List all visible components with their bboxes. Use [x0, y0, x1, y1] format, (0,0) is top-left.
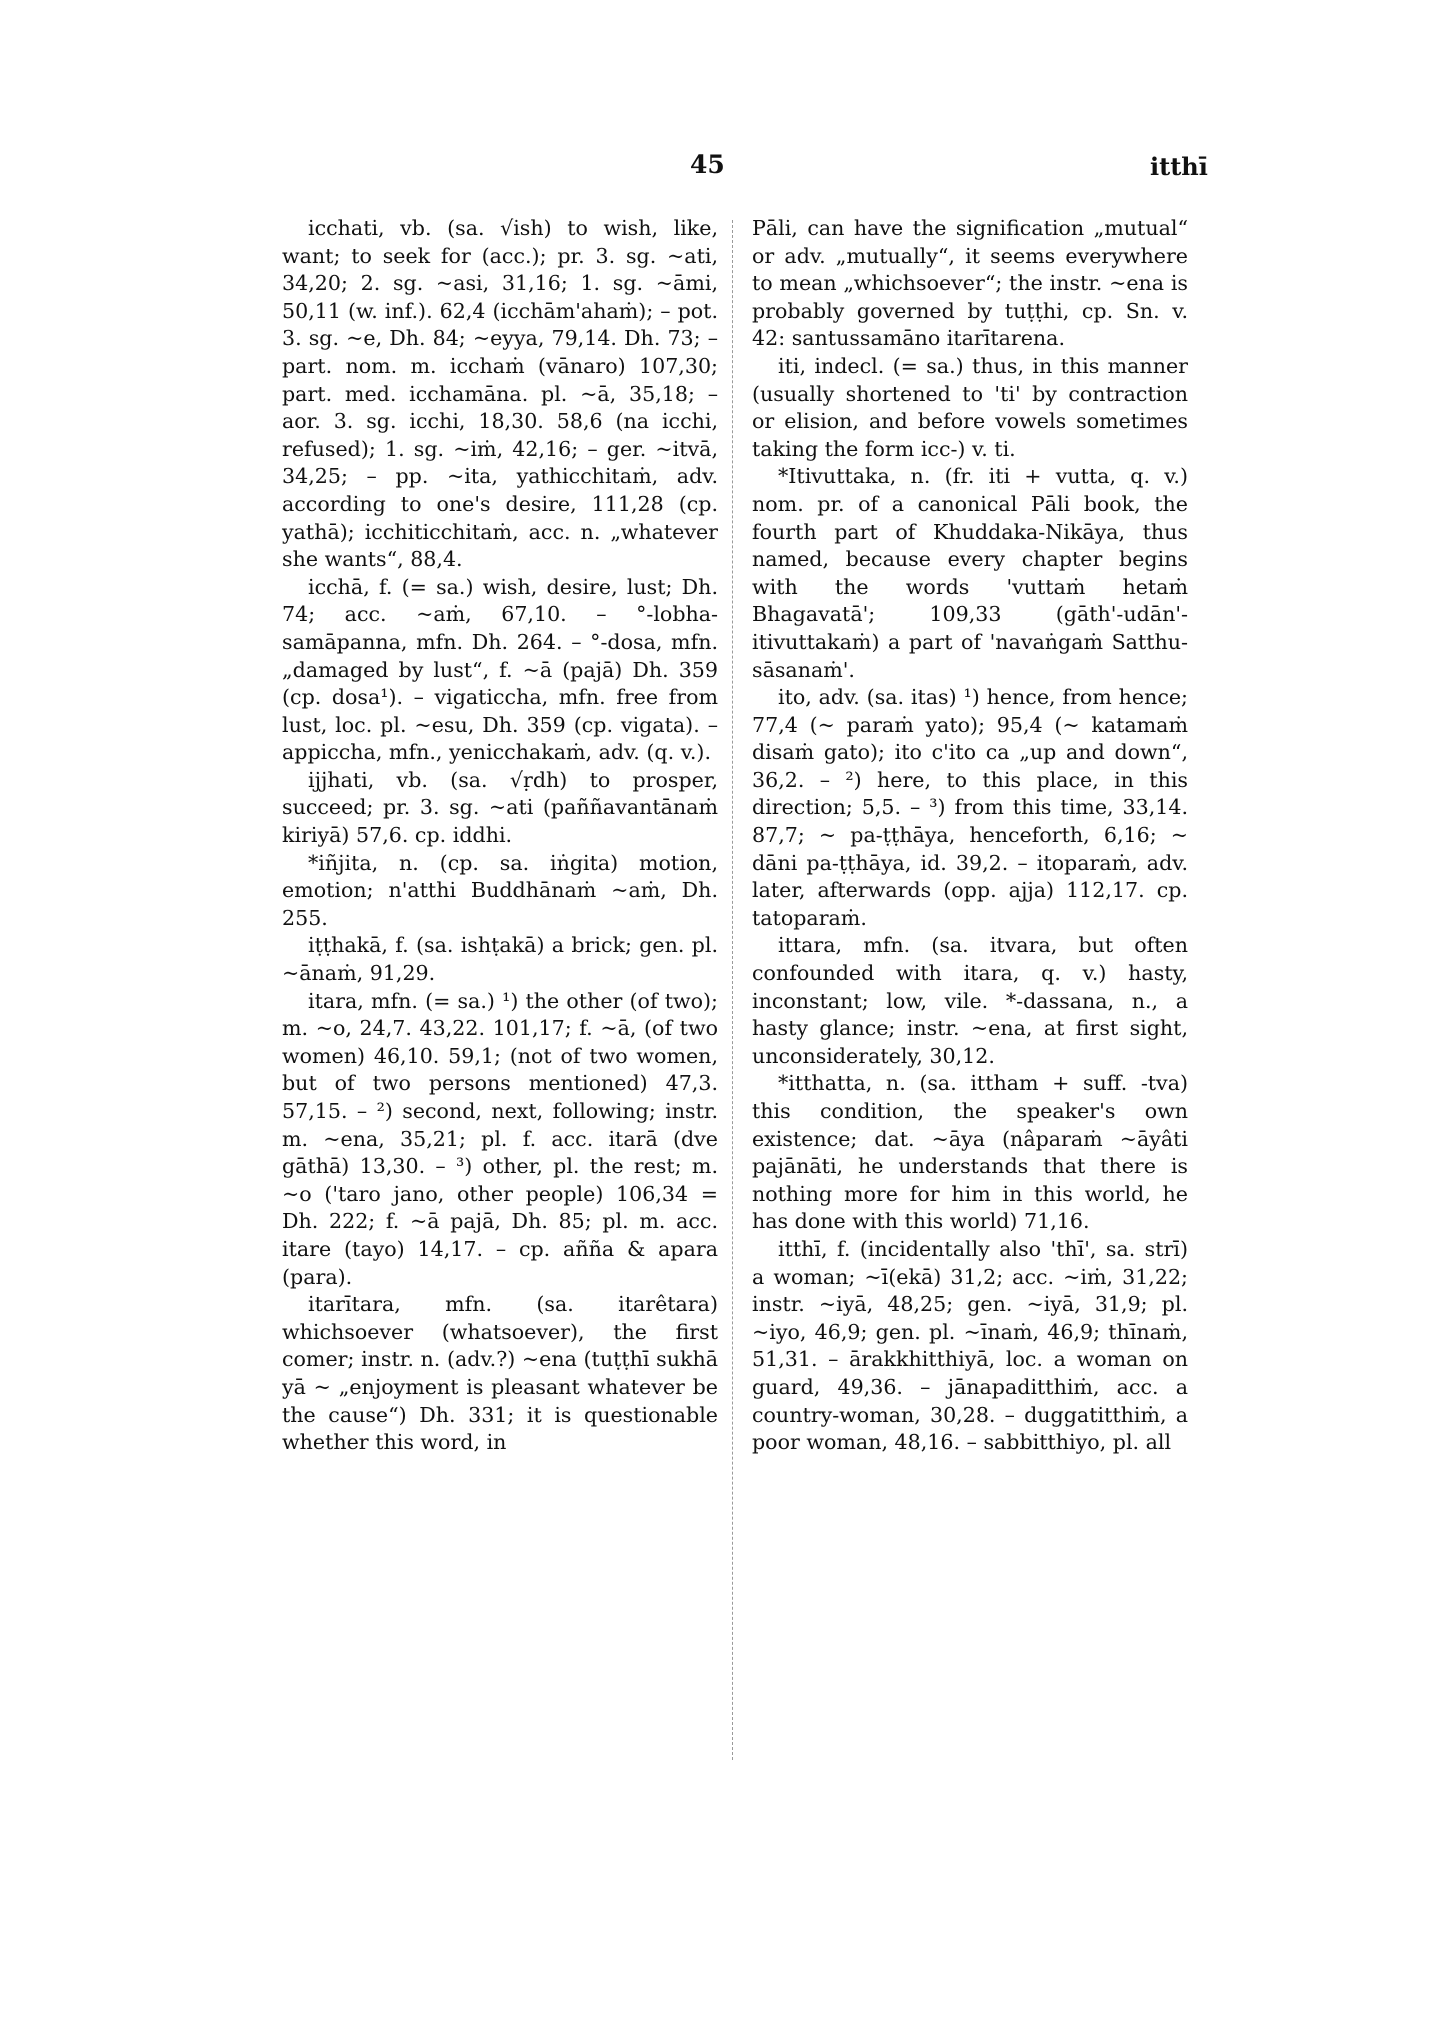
- running-head: itthī: [1150, 152, 1208, 181]
- entry-itthi: itthī, f. (incidentally also 'thī', sa. strī) a woman; ~ī(ekā) 31,2; acc. ~iṁ, 31,22; instr. ~iyā, 48,25; gen. ~iyā, 31,9; pl. ~iyo, 46,9; gen. pl. ~īnaṁ, 46,9; thīnaṁ, 51,31. – ārakkhitthiyā, loc. a woman on guard, 49,36. – jānapaditthiṁ, acc. a country-woman, 30,28. – duggatitthiṁ, a poor woman, 48,16. – sabbitthiyo, pl. all: [752, 1236, 1188, 1455]
- entry-ittara: ittara, mfn. (sa. itvara, but often confounded with itara, q. v.) hasty, inconstant; low, vile. *-dassana, n., a hasty glance; instr. ~ena, at first sight, unconsiderately, 30,12.: [752, 933, 1188, 1068]
- entry-itaritara-continued: Pāli, can have the signification „mutual“ or adv. „mutually“, it seems everywhere to mean „whichsoever“; the instr. ~ena is probably governed by tuṭṭhi, cp. Sn. v. 42: santussamāno itarītarena.: [752, 216, 1188, 351]
- entry-icchati: icchati, vb. (sa. √ish) to wish, like, want; to seek for (acc.); pr. 3. sg. ~ati, 34,20; 2. sg. ~asi, 31,16; 1. sg. ~āmi, 50,11 (w. inf.). 62,4 (icchām'ahaṁ); – pot. 3. sg. ~e, Dh. 84; ~eyya, 79,14. Dh. 73; – part. nom. m. icchaṁ (vānaro) 107,30; part. med. icchamāna. pl. ~ā, 35,18; – aor. 3. sg. icchi, 18,30. 58,6 (na icchi, refused); 1. sg. ~iṁ, 42,16; – ger. ~itvā, 34,25; – pp. ~ita, yathicchitaṁ, adv. according to one's desire, 111,28 (cp. yathā); icchiticchitaṁ, acc. n. „whatever she wants“, 88,4.: [282, 216, 718, 572]
- entry-ito: ito, adv. (sa. itas) ¹) hence, from hence; 77,4 (~ paraṁ yato); 95,4 (~ katamaṁ disaṁ gato); ito c'ito ca „up and down“, 36,2. – ²) here, to this place, in this direction; 5,5. – ³) from this time, 33,14. 87,7; ~ pa-ṭṭhāya, henceforth, 6,16; ~ dāni pa-ṭṭhāya, id. 39,2. – itoparaṁ, adv. later, afterwards (opp. ajja) 112,17. cp. tatoparaṁ.: [752, 685, 1188, 930]
- entry-injita: *iñjita, n. (cp. sa. iṅgita) motion, emotion; n'atthi Buddhānaṁ ~aṁ, Dh. 255.: [282, 850, 718, 930]
- entry-itthaka: iṭṭhakā, f. (sa. ishṭakā) a brick; gen. pl. ~ānaṁ, 91,29.: [282, 933, 718, 986]
- entry-itaritara: itarītara, mfn. (sa. itarêtara) whichsoever (whatsoever), the first comer; instr. n. (adv.?) ~ena (tuṭṭhī sukhā yā ~ „enjoyment is pleasant whatever be the cause“) Dh. 331; it is questionable whether this word, in: [282, 1292, 718, 1455]
- column-divider: [732, 220, 734, 1760]
- entry-iccha: icchā, f. (= sa.) wish, desire, lust; Dh. 74; acc. ~aṁ, 67,10. – °-lobha-samāpanna, mfn. Dh. 264. – °-dosa, mfn. „damaged by lust“, f. ~ā (pajā) Dh. 359 (cp. dosa¹). – vigaticcha, mfn. free from lust, loc. pl. ~esu, Dh. 359 (cp. vigata). – appiccha, mfn., yenicchakaṁ, adv. (q. v.).: [282, 574, 718, 765]
- entry-iti: iti, indecl. (= sa.) thus, in this manner (usually shortened to 'ti' by contraction or elision, and before vowels sometimes taking the form icc-) v. ti.: [752, 353, 1188, 461]
- entry-itivuttaka: *Itivuttaka, n. (fr. iti + vutta, q. v.) nom. pr. of a canonical Pāli book, the fourth part of Khuddaka-Nikāya, thus named, because every chapter begins with the words 'vuttaṁ hetaṁ Bhagavatā'; 109,33 (gāth'-udān'-itivuttakaṁ) a part of 'navaṅgaṁ Satthu-sāsanaṁ'.: [752, 464, 1188, 682]
- entry-itthatta: *itthatta, n. (sa. ittham + suff. -tva) this condition, the speaker's own existence; dat. ~āya (nâparaṁ ~āyâti pajānāti, he understands that there is nothing more for him in this world, he has done with this world) 71,16.: [752, 1071, 1188, 1234]
- page-header: [0, 150, 1440, 190]
- left-column: [282, 215, 718, 1457]
- entry-itara: itara, mfn. (= sa.) ¹) the other (of two); m. ~o, 24,7. 43,22. 101,17; f. ~ā, (of two women) 46,10. 59,1; (not of two women, but of two persons mentioned) 47,3. 57,15. – ²) second, next, following; instr. m. ~ena, 35,21; pl. f. acc. itarā (dve gāthā) 13,30. – ³) other, pl. the rest; m. ~o ('taro jano, other people) 106,34 = Dh. 222; f. ~ā pajā, Dh. 85; pl. m. acc. itare (tayo) 14,17. – cp. añña & apara (para).: [282, 988, 718, 1289]
- page-number: 45: [690, 150, 725, 179]
- right-column: [752, 215, 1188, 1457]
- entry-ijjhati: ijjhati, vb. (sa. √ṛdh) to prosper, succeed; pr. 3. sg. ~ati (paññavantānaṁ kiriyā) 57,6. cp. iddhi.: [282, 767, 718, 848]
